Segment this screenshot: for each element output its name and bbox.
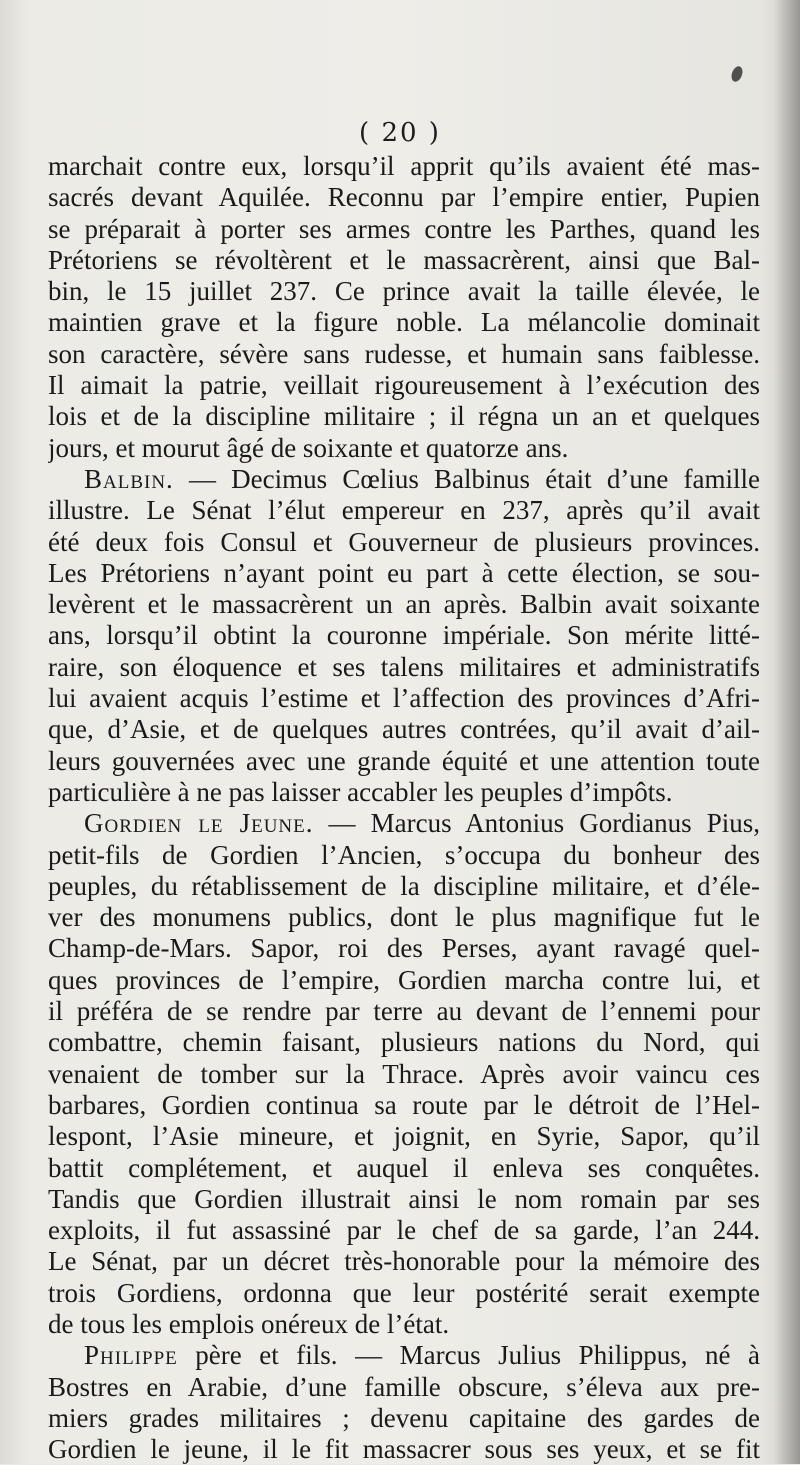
text-segment: que, d’Asie, et de quelques autres contrées, qu’il avait d’ail- [48,714,760,745]
text-segment: ver des monumens publics, dont le plus magnifique fut le [48,902,760,933]
text-line [48,1121,760,1152]
text-segment: été deux fois Consul et Gouverneur de plusieurs provinces. [48,526,760,557]
text-segment: marchait contre eux, lorsqu’il apprit qu’ils avaient été mas- [48,151,760,181]
text-segment: se préparait à porter ses armes contre les Parthes, quand les [48,213,760,244]
text-line [48,558,760,589]
section-heading: Gordien le Jeune. [84,808,314,839]
text-segment: lui avaient acquis l’estime et l’affection des provinces d’Afri- [48,683,760,714]
text-line [48,808,760,839]
text-line [48,996,760,1027]
text-line [48,276,760,307]
text-line [48,902,760,933]
text-line [48,1403,760,1434]
text-line [48,1215,760,1246]
text-line [48,1372,760,1403]
text-line [48,933,760,964]
text-segment: son caractère, sévère sans rudesse, et humain sans faiblesse. [48,338,760,369]
text-segment: exploits, il fut assassiné par le chef de sa garde, l’an 244. [48,1215,760,1246]
text-line [48,307,760,338]
text-segment: — Decimus Cœlius Balbinus était d’une famille [173,463,760,494]
section-heading: Philippe [84,1340,178,1371]
text-segment: combattre, chemin faisant, plusieurs nations du Nord, qui [48,1027,760,1058]
text-line [48,1278,760,1309]
text-line [48,1090,760,1121]
text-segment: Champ-de-Mars. Sapor, roi des Perses, ayant ravagé quel- [48,933,760,964]
text-line [48,495,760,526]
text-segment: particulière à ne pas laisser accabler les peuples d’impôts. [48,776,673,807]
text-segment: miers grades militaires ; devenu capitaine des gardes de [48,1402,760,1433]
text-segment: sacrés devant Aquilée. Reconnu par l’empire entier, Pupien [48,182,760,213]
text-line [48,151,760,182]
text-segment: venaient de tomber sur la Thrace. Après avoir vaincu ces [48,1058,760,1089]
text-segment: leurs gouvernées avec une grande équité et une attention toute [48,745,760,776]
text-line [48,214,760,245]
text-line [48,871,760,902]
text-line [48,182,760,213]
text-segment: Il aimait la patrie, veillait rigoureusement à l’exécution des [48,370,760,401]
text-segment: petit-fils de Gordien l’Ancien, s’occupa du bonheur des [48,839,760,870]
text-line [48,683,760,714]
text-segment: ques provinces de l’empire, Gordien marcha contre lui, et [48,964,760,995]
text-segment: ans, lorsqu’il obtint la couronne impériale. Son mérite litté- [48,620,760,651]
text-line [48,1184,760,1215]
text-segment: battit complétement, et auquel il enleva ses conquêtes. [48,1152,760,1183]
text-line [48,746,760,777]
text-line [48,339,760,370]
text-segment: raire, son éloquence et ses talens militaires et administratifs [48,651,760,682]
text-line [48,370,760,401]
text-segment: de tous les emplois onéreux de l’état. [48,1308,450,1339]
text-segment: Les Prétoriens n’ayant point eu part à cette élection, se sou- [48,557,760,588]
text-segment: illustre. Le Sénat l’élut empereur en 237, après qu’il avait [48,495,760,526]
text-line [48,589,760,620]
text-segment: Prétoriens se révoltèrent et le massacrèrent, ainsi que Bal- [48,244,760,275]
text-segment: maintien grave et la figure noble. La mélancolie dominait [48,307,760,338]
text-line [48,1027,760,1058]
text-segment: Gordien le jeune, il le fit massacrer sous ses yeux, et se fit [48,1434,760,1465]
text-line [48,1153,760,1184]
ink-blot [730,65,745,83]
text-line [48,965,760,996]
text-line [48,714,760,745]
text-segment: il préféra de se rendre par terre au devant de l’ennemi pour [48,996,760,1027]
text-line [48,1340,760,1371]
text-line [48,245,760,276]
binding-shadow [774,0,800,1464]
page-text [48,151,760,1465]
text-line [48,401,760,432]
text-line [48,840,760,871]
page-number: ( 20 ) [359,118,441,148]
text-segment: peuples, du rétablissement de la discipline militaire, et d’éle- [48,870,760,901]
text-line [48,620,760,651]
text-line [48,652,760,683]
text-line [48,433,760,464]
text-line [48,1059,760,1090]
text-line [48,527,760,558]
text-segment: trois Gordiens, ordonna que leur postérité serait exempte [48,1277,760,1308]
text-segment: Bostres en Arabie, d’une famille obscure, s’éleva aux pre- [48,1371,760,1402]
text-segment: barbares, Gordien continua sa route par le détroit de l’Hel- [48,1089,760,1120]
text-segment: — Marcus Antonius Gordianus Pius, [313,808,760,839]
text-segment: lois et de la discipline militaire ; il régna un an et quelques [48,401,760,432]
text-segment: lespont, l’Asie mineure, et joignit, en Syrie, Sapor, qu’il [48,1121,760,1152]
text-segment: Tandis que Gordien illustrait ainsi le nom romain par ses [48,1183,760,1214]
text-line [48,1434,760,1465]
text-line [48,464,760,495]
text-segment: père et fils. — Marcus Julius Philippus, né à [177,1340,760,1371]
text-line [48,1246,760,1277]
text-segment: levèrent et le massacrèrent un an après. Balbin avait soixante [48,589,760,620]
text-segment: jours, et mourut âgé de soixante et quatorze ans. [48,432,569,463]
text-line [48,1309,760,1340]
section-heading: Balbin. [84,463,174,494]
text-segment: Le Sénat, par un décret très-honorable pour la mémoire des [48,1246,760,1277]
text-segment: bin, le 15 juillet 237. Ce prince avait la taille élevée, le [48,276,760,307]
text-line [48,777,760,808]
